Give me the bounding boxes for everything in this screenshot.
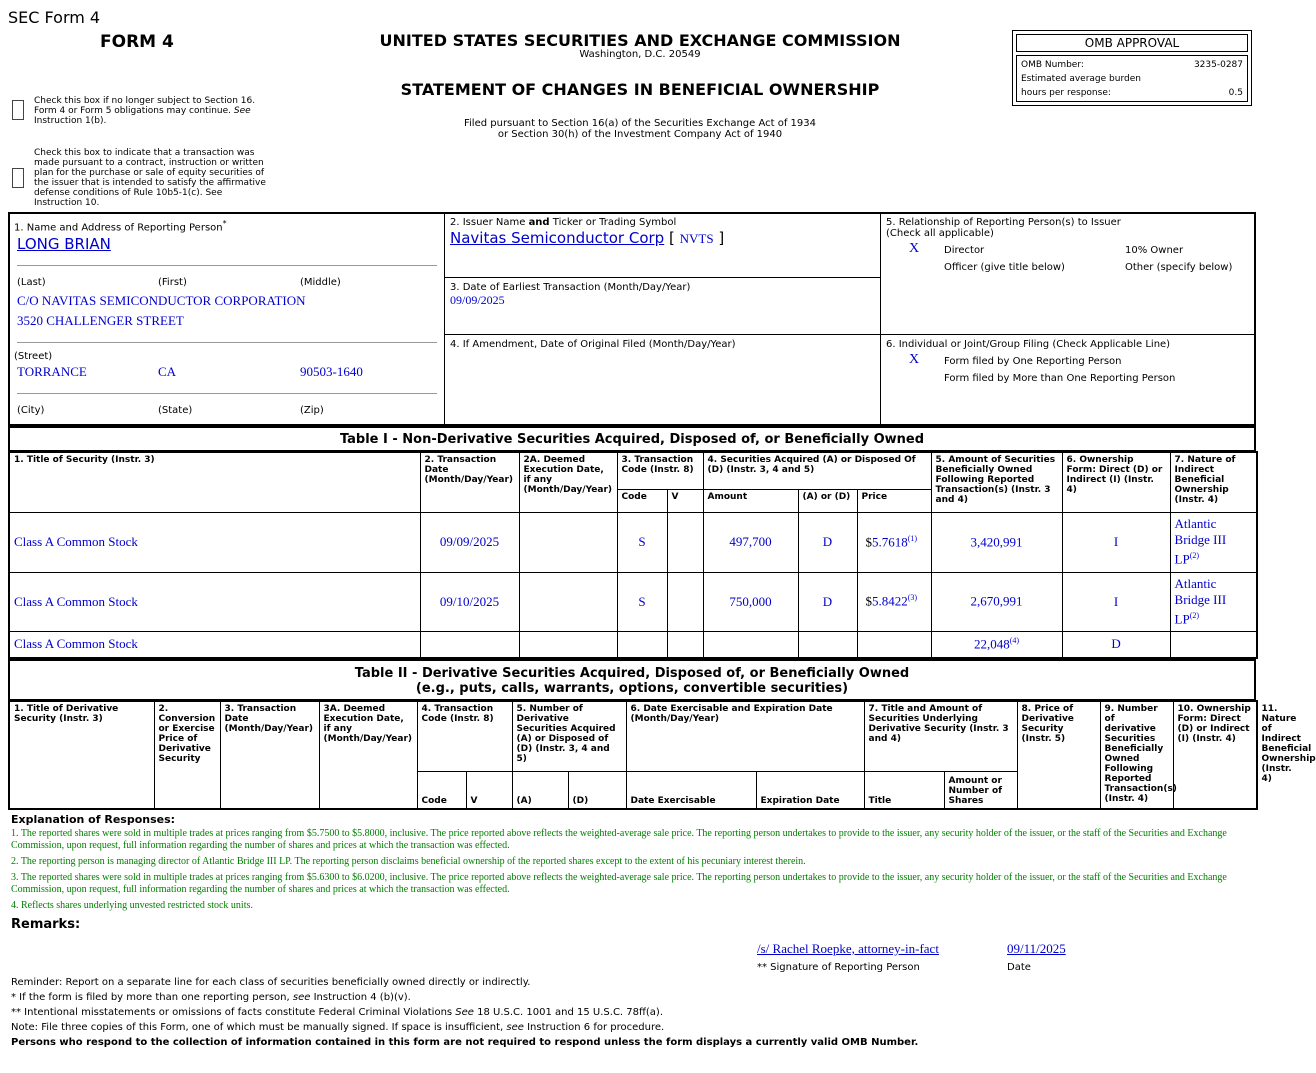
t2-col-exercisable: 6. Date Exercisable and Expiration Date (Month/Day/Year) xyxy=(626,701,864,771)
t1-row3-form: D xyxy=(1062,631,1170,658)
remarks-title: Remarks: xyxy=(11,917,81,932)
t1-col-form: 6. Ownership Form: Direct (D) or Indirect (I) (Instr. 4) xyxy=(1062,452,1170,512)
t1-row2-title: Class A Common Stock xyxy=(9,572,420,631)
t1-sub-price: Price xyxy=(857,489,931,512)
table-row xyxy=(9,512,1257,572)
footnote-3: 3. The reported shares were sold in multiple trades at prices ranging from $5.6300 to $6.0200, inclusive. The price reported above reflects the weighted-average sale price. The reporting person undertakes to provide to the issuer, any security holder of the issuer, or the staff of the Securities and Exchange Commission, upon request, full information regarding the number of shares and prices at which the transaction was effected. xyxy=(11,872,1227,895)
t1-row1-nature: Atlantic Bridge III LP$^{(2)}$ xyxy=(1170,512,1257,572)
t2-col-underlying: 7. Title and Amount of Securities Underlying Derivative Security (Instr. 3 and 4) xyxy=(864,701,1017,771)
t1-row3-owned: 22,048$^{(4)}$ xyxy=(931,631,1062,658)
t1-row3-date xyxy=(420,631,519,658)
filed-pursuant-text: Filed pursuant to Section 16(a) of the Securities Exchange Act of 1934 or Section 30(h) of the Investment Company Act of 1940 xyxy=(464,118,816,140)
other-label: Other (specify below) xyxy=(1125,262,1233,273)
t1-row2-code: S xyxy=(617,572,667,631)
t2-col-number: 5. Number of Derivative Securities Acquired (A) or Disposed of (D) (Instr. 3, 4 and 5) xyxy=(512,701,626,771)
filing-label: 6. Individual or Joint/Group Filing (Check Applicable Line) xyxy=(886,339,1171,350)
note-violations: ** Intentional misstatements or omissions of facts constitute Federal Criminal Violations See 18 U.S.C. 1001 and 15 U.S.C. 78ff(a). xyxy=(11,1007,664,1018)
t1-sub-v: V xyxy=(667,489,703,512)
last-label: (Last) xyxy=(17,277,46,288)
explanation-title: Explanation of Responses: xyxy=(11,813,176,826)
earliest-date-value: 09/09/2025 xyxy=(450,293,505,307)
t1-row1-owned: 3,420,991 xyxy=(931,512,1062,572)
signature-value: /s/ Rachel Roepke, attorney-in-fact xyxy=(757,941,939,956)
t1-row2-deemed xyxy=(519,572,617,631)
t1-row2-ad: D xyxy=(798,572,857,631)
checkbox2-text: Check this box to indicate that a transaction was made pursuant to a contract, instruction or written plan for the purchase or sale of equity securities of the issuer that is intended to satisfy the affirmative defense conditions of Rule 10b5-1(c). See Instruction 10. xyxy=(34,148,266,208)
t2-sub-title: Title xyxy=(864,771,944,809)
street-label: (Street) xyxy=(14,351,53,362)
t1-row1-code: S xyxy=(617,512,667,572)
omb-approval-title: OMB APPROVAL xyxy=(1016,34,1248,52)
t1-row3-price xyxy=(857,631,931,658)
t1-row3-deemed xyxy=(519,631,617,658)
officer-label: Officer (give title below) xyxy=(944,262,1065,273)
t1-col-owned: 5. Amount of Securities Beneficially Owned Following Reported Transaction(s) (Instr. 3 and 4) xyxy=(931,452,1062,512)
t2-sub-exercisable: Date Exercisable xyxy=(626,771,756,809)
note-copies: Note: File three copies of this Form, one of which must be manually signed. If space is insufficient, see Instruction 6 for procedure. xyxy=(11,1022,665,1033)
footnote-4: 4. Reflects shares underlying unvested restricted stock units. xyxy=(11,900,253,911)
relationship-label: 5. Relationship of Reporting Person(s) to Issuer (Check all applicable) xyxy=(886,217,1121,239)
table2-title: Table II - Derivative Securities Acquired, Disposed of, or Beneficially Owned (e.g., puts, calls, warrants, options, convertible securities) xyxy=(8,659,1256,701)
omb-number-value: 3235-0287 xyxy=(1193,60,1243,70)
t1-row1-amount: 497,700 xyxy=(703,512,798,572)
director-label: Director xyxy=(944,245,985,256)
zip-label: (Zip) xyxy=(300,405,324,416)
reminder-text: Reminder: Report on a separate line for each class of securities beneficially owned directly or indirectly. xyxy=(11,977,531,988)
table-row xyxy=(9,631,1257,658)
t1-row2-date: 09/10/2025 xyxy=(420,572,519,631)
t2-sub-d: (D) xyxy=(568,771,626,809)
amendment-label: 4. If Amendment, Date of Original Filed (Month/Day/Year) xyxy=(450,339,736,350)
t2-sub-amount: Amount or Number of Shares xyxy=(944,771,1017,809)
note-multiple-persons: * If the form is filed by more than one reporting person, see Instruction 4 (b)(v). xyxy=(11,992,411,1003)
footnote-1: 1. The reported shares were sold in multiple trades at prices ranging from $5.7500 to $5.8000, inclusive. The price reported above reflects the weighted-average sale price. The reporting person undertakes to provide to the issuer, any security holder of the issuer, or the staff of the Securities and Exchange Commission, upon request, full information regarding the number of shares and prices at which the transaction was effected. xyxy=(11,828,1227,851)
city-label: (City) xyxy=(17,405,45,416)
issuer-label: 2. Issuer Name and Ticker or Trading Symbol xyxy=(450,217,677,228)
omb-approval-box xyxy=(1012,30,1252,106)
t2-col-code: 4. Transaction Code (Instr. 8) xyxy=(417,701,512,771)
t1-row1-ad: D xyxy=(798,512,857,572)
table2: 1. Title of Derivative Security (Instr. 3) 2. Conversion or Exercise Price of Derivative Security 3. Transaction Date (Month/Day/Year) 3A. Deemed Execution Date, if any (Month/Day/Year) 4. Transaction Code (Instr. 8) 5. Number of Derivative Securities Acquired (A) or Disposed of (D) (Instr. 3, 4 and 5) 6. Date Exercisable and Expiration Date (Month/Day/Year) 7. Title and Amount of Securities Underlying Derivative Security (Instr. 3 and 4) 8. Price of Derivative Security (Instr. 5) 9. Number of derivative Securities Beneficially Owned Following Reported Transaction(s) (Instr. 4) 10. Ownership Form: Direct (D) or Indirect (I) (Instr. 4) 11. Nature of Indirect Beneficial Ownership (Instr. 4) Code V (A) (D) Date Exercisable Expiration Date Title Amount or Number of Shares xyxy=(8,700,1258,810)
agency-city: Washington, D.C. 20549 xyxy=(579,49,701,60)
issuer-line: Navitas Semiconductor Corp [ NVTS ] xyxy=(450,229,725,247)
t1-sub-amount: Amount xyxy=(703,489,798,512)
t1-row3-code xyxy=(617,631,667,658)
t1-row3-ad xyxy=(798,631,857,658)
t2-col-date: 3. Transaction Date (Month/Day/Year) xyxy=(220,701,319,809)
t1-row2-nature: Atlantic Bridge III LP$^{(2)}$ xyxy=(1170,572,1257,631)
table1 xyxy=(8,451,1258,659)
t2-sub-code: Code xyxy=(417,771,466,809)
omb-burden-label: Estimated average burden xyxy=(1021,74,1141,84)
date-label: Date xyxy=(1007,962,1031,973)
t2-col-price: 8. Price of Derivative Security (Instr. 5) xyxy=(1017,701,1100,809)
t1-col-acquired: 4. Securities Acquired (A) or Disposed Of (D) (Instr. 3, 4 and 5) xyxy=(703,452,931,489)
city-value: TORRANCE xyxy=(17,364,87,379)
omb-hours-label: hours per response: xyxy=(1021,88,1111,98)
omb-hours-value: 0.5 xyxy=(1228,88,1243,98)
ten-percent-owner-label: 10% Owner xyxy=(1125,245,1184,256)
state-label: (State) xyxy=(158,405,193,416)
t1-sub-ad: (A) or (D) xyxy=(798,489,857,512)
t1-col-title: 1. Title of Security (Instr. 3) xyxy=(9,452,420,512)
t1-row2-owned: 2,670,991 xyxy=(931,572,1062,631)
first-label: (First) xyxy=(158,277,187,288)
ticker-value: NVTS xyxy=(679,231,714,246)
state-value: CA xyxy=(158,364,177,379)
t1-sub-code: Code xyxy=(617,489,667,512)
t2-col-deemed: 3A. Deemed Execution Date, if any (Month/Day/Year) xyxy=(319,701,417,809)
zip-value: 90503-1640 xyxy=(300,364,363,379)
agency-title: UNITED STATES SECURITIES AND EXCHANGE COMMISSION xyxy=(379,31,901,50)
middle-label: (Middle) xyxy=(300,277,341,288)
t1-col-date: 2. Transaction Date (Month/Day/Year) xyxy=(420,452,519,512)
t1-row2-form: I xyxy=(1062,572,1170,631)
t2-col-title: 1. Title of Derivative Security (Instr. 3) xyxy=(9,701,154,809)
reporting-person-label: 1. Name and Address of Reporting Person* xyxy=(14,219,227,234)
t1-row3-amount xyxy=(703,631,798,658)
t1-row1-price: $5.7618$^{(1)}$ xyxy=(857,512,931,572)
footnote-2: 2. The reporting person is managing director of Atlantic Bridge III LP. The reporting person disclaims beneficial ownership of the reported shares except to the extent of his pecuniary interest therein. xyxy=(11,856,806,867)
t1-row1-v xyxy=(667,512,703,572)
issuer-name-link[interactable]: Navitas Semiconductor Corp xyxy=(450,229,665,247)
address-line2: 3520 CHALLENGER STREET xyxy=(17,313,184,328)
omb-number-label: OMB Number: xyxy=(1021,60,1084,70)
t1-row3-nature xyxy=(1170,631,1257,658)
more-persons-label: Form filed by More than One Reporting Person xyxy=(944,373,1176,384)
signature-date: 09/11/2025 xyxy=(1007,941,1066,956)
signature-label: ** Signature of Reporting Person xyxy=(757,962,920,973)
t2-col-form: 10. Ownership Form: Direct (D) or Indirect (I) (Instr. 4) xyxy=(1173,701,1257,809)
t2-sub-v: V xyxy=(466,771,512,809)
earliest-date-label: 3. Date of Earliest Transaction (Month/Day/Year) xyxy=(450,282,691,293)
t1-row3-title: Class A Common Stock xyxy=(9,631,420,658)
t2-col-conversion: 2. Conversion or Exercise Price of Derivative Security xyxy=(154,701,220,809)
t1-row1-date: 09/09/2025 xyxy=(420,512,519,572)
t1-row1-deemed xyxy=(519,512,617,572)
rule-10b5-1-checkbox[interactable] xyxy=(12,168,24,188)
table-row xyxy=(9,572,1257,631)
t2-col-owned: 9. Number of derivative Securities Beneficially Owned Following Reported Transaction(s) (Instr. 4) xyxy=(1100,701,1173,809)
t1-row2-v xyxy=(667,572,703,631)
table1-title: Table I - Non-Derivative Securities Acquired, Disposed of, or Beneficially Owned xyxy=(8,426,1256,452)
t1-row3-v xyxy=(667,631,703,658)
t2-sub-a: (A) xyxy=(512,771,568,809)
omb-details xyxy=(1016,55,1248,102)
reporting-person-name-link[interactable]: LONG BRIAN xyxy=(17,235,111,253)
document-label: SEC Form 4 xyxy=(8,8,101,27)
t1-col-code: 3. Transaction Code (Instr. 8) xyxy=(617,452,703,489)
checkbox1-text: Check this box if no longer subject to Section 16. Form 4 or Form 5 obligations may continue. See Instruction 1(b). xyxy=(34,96,256,126)
address-line1: C/O NAVITAS SEMICONDUCTOR CORPORATION xyxy=(17,293,306,308)
single-filer-mark[interactable]: X xyxy=(909,352,920,367)
t1-row1-title: Class A Common Stock xyxy=(9,512,420,572)
t1-row2-amount: 750,000 xyxy=(703,572,798,631)
statement-title: STATEMENT OF CHANGES IN BENEFICIAL OWNERSHIP xyxy=(400,80,880,99)
t1-row1-form: I xyxy=(1062,512,1170,572)
t1-col-nature: 7. Nature of Indirect Beneficial Ownership (Instr. 4) xyxy=(1170,452,1257,512)
form-title: FORM 4 xyxy=(100,32,174,52)
t1-row2-price: $5.8422$^{(3)}$ xyxy=(857,572,931,631)
omb-notice: Persons who respond to the collection of information contained in this form are not required to respond unless the form displays a currently valid OMB Number. xyxy=(11,1037,919,1048)
one-person-label: Form filed by One Reporting Person xyxy=(944,356,1122,367)
t2-sub-expiration: Expiration Date xyxy=(756,771,864,809)
director-mark[interactable]: X xyxy=(909,241,920,256)
t1-col-deemed: 2A. Deemed Execution Date, if any (Month/Day/Year) xyxy=(519,452,617,512)
no-longer-subject-checkbox[interactable] xyxy=(12,100,24,120)
